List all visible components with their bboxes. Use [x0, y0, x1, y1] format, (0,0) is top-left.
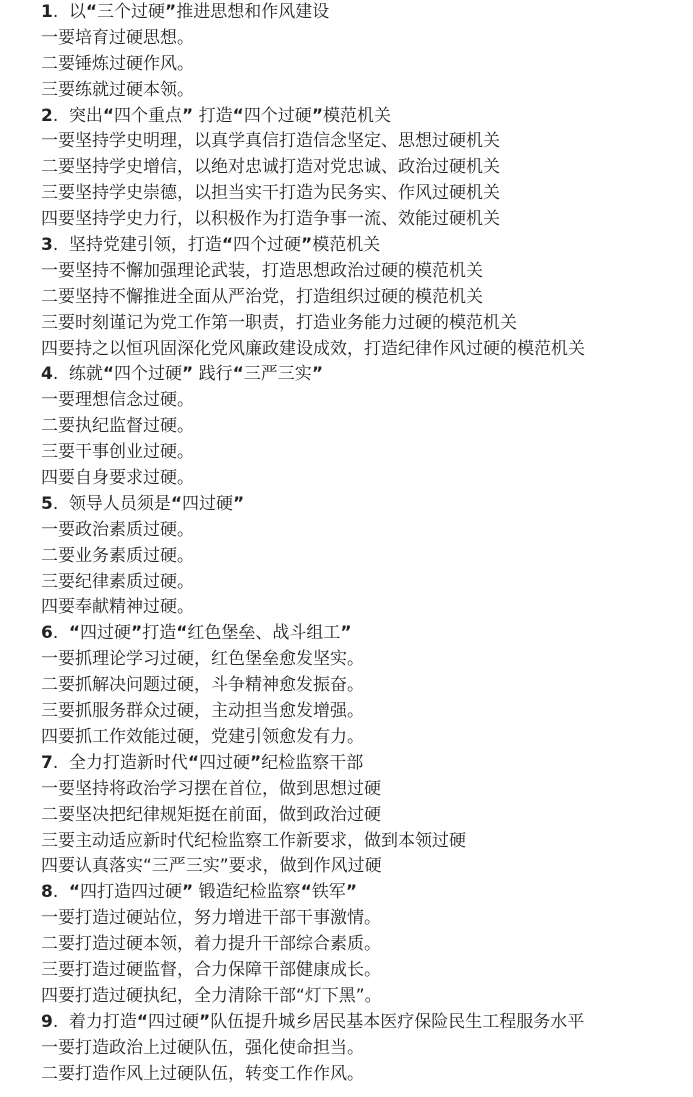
section-item: 三要时刻谨记为党工作第一职责，打造业务能力过硬的模范机关: [41, 312, 517, 333]
section-item: 三要坚持学史崇德，以担当实干打造为民务实、作风过硬机关: [41, 183, 500, 204]
section-number-separator: .: [52, 752, 59, 773]
section-number-separator: .: [52, 493, 59, 514]
section-item: 一要培育过硬思想。: [41, 27, 194, 48]
section-item: 一要打造政治上过硬队伍，强化使命担当。: [41, 1037, 364, 1058]
section-heading: [41, 362, 693, 388]
section-title-fragment: 练就: [68, 364, 103, 385]
section-number-separator: .: [52, 882, 59, 903]
section-item: 四要持之以恒巩固深化党风廉政建设成效，打造纪律作风过硬的模范机关: [41, 338, 585, 359]
section-heading: [41, 492, 693, 518]
section-title-fragment: ”: [199, 1011, 211, 1032]
section-title-fragment: 领导人员须是: [68, 493, 171, 514]
section-title-fragment: 纪检监察干部: [261, 752, 364, 773]
section-title-fragment: 四过硬: [148, 1011, 200, 1032]
section-title-fragment: “: [176, 623, 188, 644]
section-item: 二要打造过硬本领，着力提升干部综合素质。: [41, 934, 381, 955]
section-item: 一要政治素质过硬。: [41, 519, 194, 540]
section-title-fragment: ”: [233, 493, 245, 514]
section-title-fragment: “: [232, 105, 244, 126]
section-item: 四要打造过硬执纪，全力清除干部“灯下黑”。: [41, 985, 382, 1006]
section-title-fragment: 铁军: [311, 882, 346, 903]
section-title-fragment: 四个过硬: [243, 105, 312, 126]
section-number: 8: [41, 882, 53, 903]
section-heading: [41, 104, 693, 130]
section-title-fragment: 着力打造: [68, 1011, 137, 1032]
section-heading: [41, 880, 693, 906]
section-title-fragment: 模范机关: [312, 235, 381, 256]
section-title-fragment: 推进思想和作风建设: [176, 2, 330, 22]
section-number: 9: [41, 1011, 53, 1032]
section-title-fragment: ”: [311, 364, 323, 385]
section-title-fragment: ”: [340, 623, 352, 644]
section-title-fragment: ”: [182, 882, 194, 903]
section-title-fragment: “: [102, 105, 115, 126]
section-number: 6: [41, 623, 53, 644]
section-title-fragment: “: [232, 364, 244, 385]
section-heading: [41, 621, 693, 647]
section-title-fragment: 四个过硬: [233, 235, 302, 256]
section-item: 一要抓理论学习过硬，红色堡垒愈发坚实。: [41, 649, 364, 670]
section-title-fragment: ”: [182, 105, 194, 126]
section-title-fragment: 四个过硬: [114, 364, 183, 385]
section-title-fragment: “: [170, 493, 183, 514]
section-item: 一要坚持不懈加强理论武装，打造思想政治过硬的模范机关: [41, 260, 483, 281]
section-number-separator: .: [52, 623, 59, 644]
section-title-fragment: 四打造四过硬: [80, 882, 183, 903]
section-number-separator: .: [52, 364, 59, 385]
section-item: 三要练就过硬本领。: [41, 79, 194, 100]
section-title-fragment: 突出: [68, 105, 103, 126]
section-title-fragment: ”: [131, 623, 143, 644]
section-heading: [41, 1010, 693, 1036]
section-number-separator: .: [52, 235, 59, 256]
section-title-fragment: ”: [345, 882, 357, 903]
section-number-separator: .: [52, 2, 59, 22]
section-item: 二要坚持学史增信，以绝对忠诚打造对党忠诚、政治过硬机关: [41, 157, 500, 178]
section-title-fragment: “: [187, 752, 200, 773]
section-title-fragment: “: [221, 235, 234, 256]
section-item: 一要理想信念过硬。: [41, 390, 194, 411]
section-title-fragment: 打造: [193, 105, 233, 126]
section-item: 三要抓服务群众过硬，主动担当愈发增强。: [41, 701, 364, 722]
section-item: 二要抓解决问题过硬，斗争精神愈发振奋。: [41, 675, 364, 696]
section-title-fragment: 模范机关: [323, 105, 391, 126]
section-number: 1: [41, 2, 53, 22]
section-title-fragment: “: [85, 2, 98, 22]
section-number-separator: .: [52, 105, 59, 126]
section-title-fragment: “: [300, 882, 312, 903]
section-number-separator: .: [52, 1011, 59, 1032]
section-number: 2: [41, 105, 53, 126]
section-title-fragment: ”: [165, 2, 177, 22]
section-title-fragment: ”: [250, 752, 262, 773]
section-title-fragment: 以: [68, 2, 86, 22]
section-item: 一要坚持学史明理，以真学真信打造信念坚定、思想过硬机关: [41, 131, 500, 152]
section-title-fragment: “: [136, 1011, 149, 1032]
section-heading: [41, 751, 693, 777]
document-body: [41, 0, 693, 1097]
section-title-fragment: “: [102, 364, 115, 385]
section-title-fragment: ”: [311, 105, 323, 126]
section-title-fragment: 三个过硬: [97, 2, 166, 22]
section-item: 一要坚持将政治学习摆在首位，做到思想过硬: [41, 778, 381, 799]
section-number: 4: [41, 364, 53, 385]
section-title-fragment: 全力打造新时代: [68, 752, 188, 773]
section-title-fragment: 打造: [142, 623, 177, 644]
section-title-fragment: ”: [182, 364, 194, 385]
section-item: 二要业务素质过硬。: [41, 545, 194, 566]
section-title-fragment: 四个重点: [114, 105, 183, 126]
section-item: 三要干事创业过硬。: [41, 442, 194, 463]
section-title-fragment: 锻造纪检监察: [193, 882, 301, 903]
section-item: 四要奉献精神过硬。: [41, 597, 194, 618]
section-title-fragment: 践行: [193, 364, 233, 385]
section-item: 一要打造过硬站位，努力增进干部干事激情。: [41, 908, 381, 929]
section-title-fragment: “: [68, 623, 81, 644]
section-item: 二要坚持不懈推进全面从严治党，打造组织过硬的模范机关: [41, 286, 483, 307]
section-title-fragment: 三严三实: [243, 364, 312, 385]
section-item: 四要坚持学史力行，以积极作为打造争事一流、效能过硬机关: [41, 209, 500, 230]
section-item: 二要打造作风上过硬队伍，转变工作作风。: [41, 1063, 364, 1084]
section-item: 四要认真落实“三严三实”要求，做到作风过硬: [41, 856, 382, 877]
section-title-fragment: 队伍提升城乡居民基本医疗保险民生工程服务水平: [210, 1011, 585, 1032]
section-item: 四要抓工作效能过硬，党建引领愈发有力。: [41, 726, 364, 747]
section-heading: [41, 0, 693, 26]
section-item: 三要纪律素质过硬。: [41, 571, 194, 592]
section-number: 3: [41, 235, 53, 256]
section-title-fragment: 四过硬: [80, 623, 132, 644]
section-item: 三要主动适应新时代纪检监察工作新要求，做到本领过硬: [41, 830, 466, 851]
section-title-fragment: 红色堡垒、战斗组工: [187, 623, 341, 644]
section-item: 二要执纪监督过硬。: [41, 416, 194, 437]
section-number: 7: [41, 752, 53, 773]
section-title-fragment: “: [68, 882, 81, 903]
section-title-fragment: ”: [301, 235, 313, 256]
section-title-fragment: 四过硬: [199, 752, 251, 773]
section-title-fragment: 坚持党建引领，打造: [68, 235, 222, 256]
section-item: 四要自身要求过硬。: [41, 468, 194, 489]
section-item: 二要锤炼过硬作风。: [41, 53, 194, 74]
section-item: 三要打造过硬监督，合力保障干部健康成长。: [41, 959, 381, 980]
section-heading: [41, 233, 693, 259]
section-item: 二要坚决把纪律规矩挺在前面，做到政治过硬: [41, 804, 381, 825]
section-number: 5: [41, 493, 53, 514]
section-title-fragment: 四过硬: [182, 493, 234, 514]
